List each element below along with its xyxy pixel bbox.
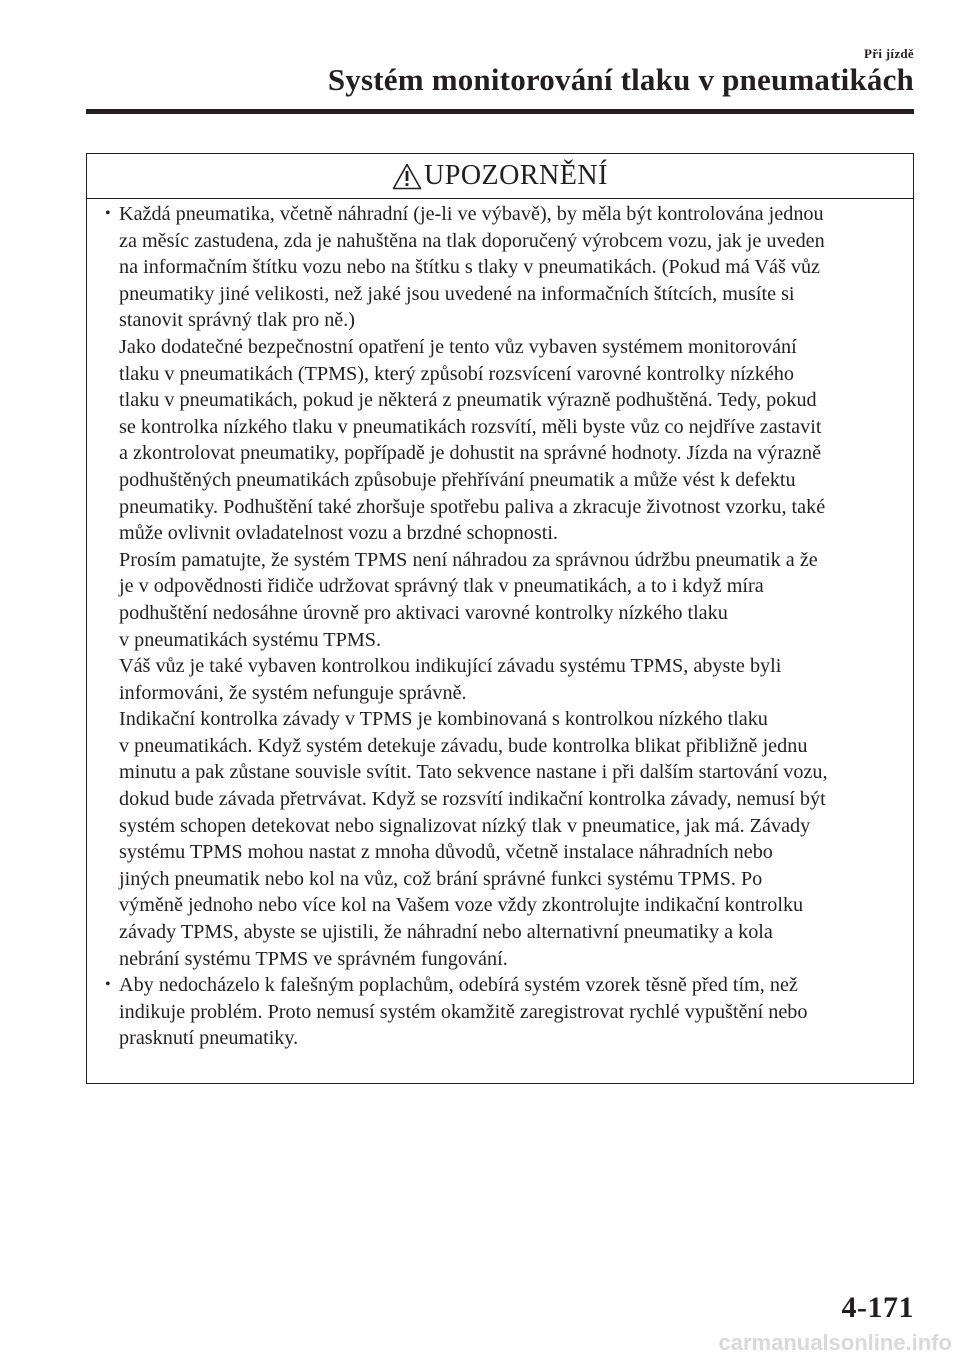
bullet-dot: • [105,976,111,994]
text-line: může ovlivnit ovladatelnost vozu a brzdné schopnosti. [119,522,558,545]
text-line: na informačním štítku vozu nebo na štítku s tlaky v pneumatikách. (Pokud má Váš vůz [119,256,821,279]
paragraph [119,706,901,972]
text-line: výměně jednoho nebo více kol na Vašem voze vždy zkontrolujte indikační kontrolku [119,894,804,917]
text-line: tlaku v pneumatikách, pokud je některá z pneumatik výrazně podhuštěná. Tedy, pokud [119,389,817,412]
text-line: se kontrolka nízkého tlaku v pneumatikách rozsvítí, měli byste vůz co nejdříve zastavit [119,415,822,438]
text-line: jiných pneumatik nebo kol na vůz, což brání správné funkci systému TPMS. Po [119,867,763,890]
text-line: v pneumatikách systému TPMS. [119,628,382,651]
text-line: Aby nedocházelo k falešným poplachům, odebírá systém vzorek těsně před tím, než [119,974,798,997]
text-line: v pneumatikách. Když systém detekuje závadu, bude kontrolka blikat přibližně jednu [119,734,808,757]
text-line: minutu a pak zůstane souvisle svítit. Tato sekvence nastane i při dalším startování vozu, [119,761,828,784]
text-line: podhuštěných pneumatikách způsobuje přehřívání pneumatik a může vést k defektu [119,468,796,491]
caution-box [86,153,914,1084]
text-line: dokud bude závada přetrvávat. Když se rozsvítí indikační kontrolka závady, nemusí být [119,788,826,811]
text-line: pneumatiky. Podhuštění také zhoršuje spotřebu paliva a zkracuje životnost vzorku, také [119,495,826,518]
text-line: Prosím pamatujte, že systém TPMS není náhradou za správnou údržbu pneumatik a že [119,548,818,571]
paragraph [119,653,901,706]
text-line: a zkontrolovat pneumatiky, popřípadě je dohustit na správné hodnoty. Jízda na výrazně [119,442,822,465]
text-line: je v odpovědnosti řidiče udržovat správný tlak v pneumatikách, a to i když míra [119,575,764,598]
caution-header [87,154,913,199]
text-line: Každá pneumatika, včetně náhradní (je-li ve výbavě), by měla být kontrolována jednou [119,203,824,225]
text-line: tlaku v pneumatikách (TPMS), který způsobí rozsvícení varovné kontrolky nízkého [119,362,794,385]
warning-triangle-icon [392,163,422,190]
bullet-dot: • [105,205,111,222]
paragraph [119,972,901,1052]
text-line: systému TPMS mohou nastat z mnoha důvodů, včetně instalace náhradních nebo [119,841,773,864]
text-line: za měsíc zastudena, zda je nahuštěna na tlak doporučený výrobcem vozu, jak je uveden [119,229,825,252]
text-line: stanovit správný tlak pro ně.) [119,309,356,332]
title-rule [86,109,914,114]
section-label: Při jízdě [864,46,914,61]
watermark: carmanualsonline.info [718,1330,952,1355]
page-number: 4-171 [841,1291,914,1324]
text-line: Indikační kontrolka závady v TPMS je kombinovaná s kontrolkou nízkého tlaku [119,708,768,731]
text-line: závady TPMS, abyste se ujistili, že náhradní nebo alternativní pneumatiky a kola [119,921,773,944]
text-line: indikuje problém. Proto nemusí systém okamžitě zaregistrovat rychlé vypuštění nebo [119,1000,808,1023]
page-title: Systém monitorování tlaku v pneumatikách [327,62,914,97]
paragraph [119,334,901,547]
text-line: prasknutí pneumatiky. [119,1027,299,1050]
caution-title: UPOZORNĚNÍ [424,160,608,191]
text-line: Váš vůz je také vybaven kontrolkou indikující závadu systému TPMS, abyste byli [119,655,782,678]
text-line: pneumatiky jiné velikosti, než jaké jsou uvedené na informačních štítcích, musíte si [119,282,795,305]
caution-body [101,201,901,1052]
text-line: nebrání systému TPMS ve správném fungování. [119,947,508,970]
text-line: podhuštění nedosáhne úrovně pro aktivaci varovné kontrolky nízkého tlaku [119,601,728,624]
paragraph [119,201,901,334]
bullet-item [101,201,901,972]
text-line: systém schopen detekovat nebo signalizovat nízký tlak v pneumatice, jak má. Závady [119,814,811,837]
paragraph [119,547,901,653]
text-line: Jako dodatečné bezpečnostní opatření je tento vůz vybaven systémem monitorování [119,335,797,358]
text-line: informováni, že systém nefunguje správně. [119,681,467,704]
bullet-item [101,972,901,1052]
